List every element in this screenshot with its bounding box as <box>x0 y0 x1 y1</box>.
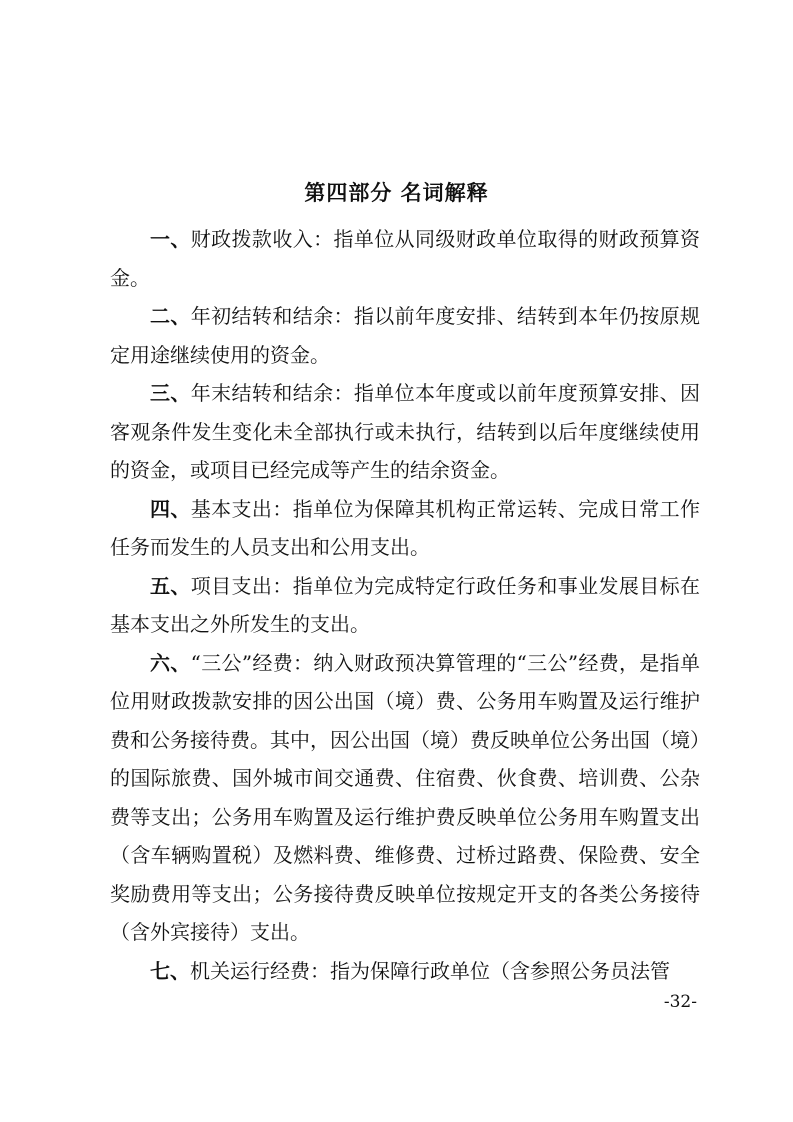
entry-text: 年初结转和结余：指以前年度安排、结转到本年仍按原规定用途继续使用的资金。 <box>110 304 701 367</box>
glossary-body <box>110 220 700 990</box>
page-number: -32- <box>663 992 697 1012</box>
glossary-entry-5 <box>110 567 700 644</box>
glossary-entry-1 <box>110 220 700 297</box>
entry-text: “三公”经费：纳入财政预决算管理的“三公”经费，是指单位用财政拨款安排的因公出国（境）费、公务用车购置及运行维护费和公务接待费。其中，因公出国（境）费反映单位公务出国（境）的国际旅费、国外城市间交通费、住宿费、伙食费、培训费、公杂费等支出；公务用车购置及运行维护费反映单位公务用车购置支出（含车辆购置税）及燃料费、维修费、过桥过路费、保险费、安全奖励费用等支出；公务接待费反映单位按规定开支的各类公务接待（含外宾接待）支出。 <box>110 650 700 944</box>
glossary-entry-4 <box>110 490 700 567</box>
entry-number: 三、 <box>150 381 191 405</box>
entry-text: 项目支出：指单位为完成特定行政任务和事业发展目标在基本支出之外所发生的支出。 <box>110 573 701 636</box>
glossary-entry-6 <box>110 644 700 952</box>
entry-text: 财政拨款收入：指单位从同级财政单位取得的财政预算资金。 <box>110 227 701 290</box>
glossary-entry-2 <box>110 297 700 374</box>
entry-number: 二、 <box>150 304 191 328</box>
entry-number: 五、 <box>150 573 191 598</box>
entry-number: 七、 <box>150 958 190 983</box>
entry-text: 机关运行经费：指为保障行政单位（含参照公务员法管 <box>190 958 670 983</box>
entry-number: 六、 <box>150 650 191 675</box>
entry-number: 一、 <box>150 227 191 251</box>
glossary-entry-7 <box>110 952 700 991</box>
section-title: 第四部分 名词解释 <box>304 181 489 205</box>
entry-text: 年末结转和结余：指单位本年度或以前年度预算安排、因客观条件发生变化未全部执行或未执行，结转到以后年度继续使用的资金，或项目已经完成等产生的结余资金。 <box>110 381 701 482</box>
entry-text: 基本支出：指单位为保障其机构正常运转、完成日常工作任务而发生的人员支出和公用支出。 <box>110 496 701 559</box>
entry-number: 四、 <box>150 496 191 521</box>
glossary-entry-3 <box>110 374 700 490</box>
